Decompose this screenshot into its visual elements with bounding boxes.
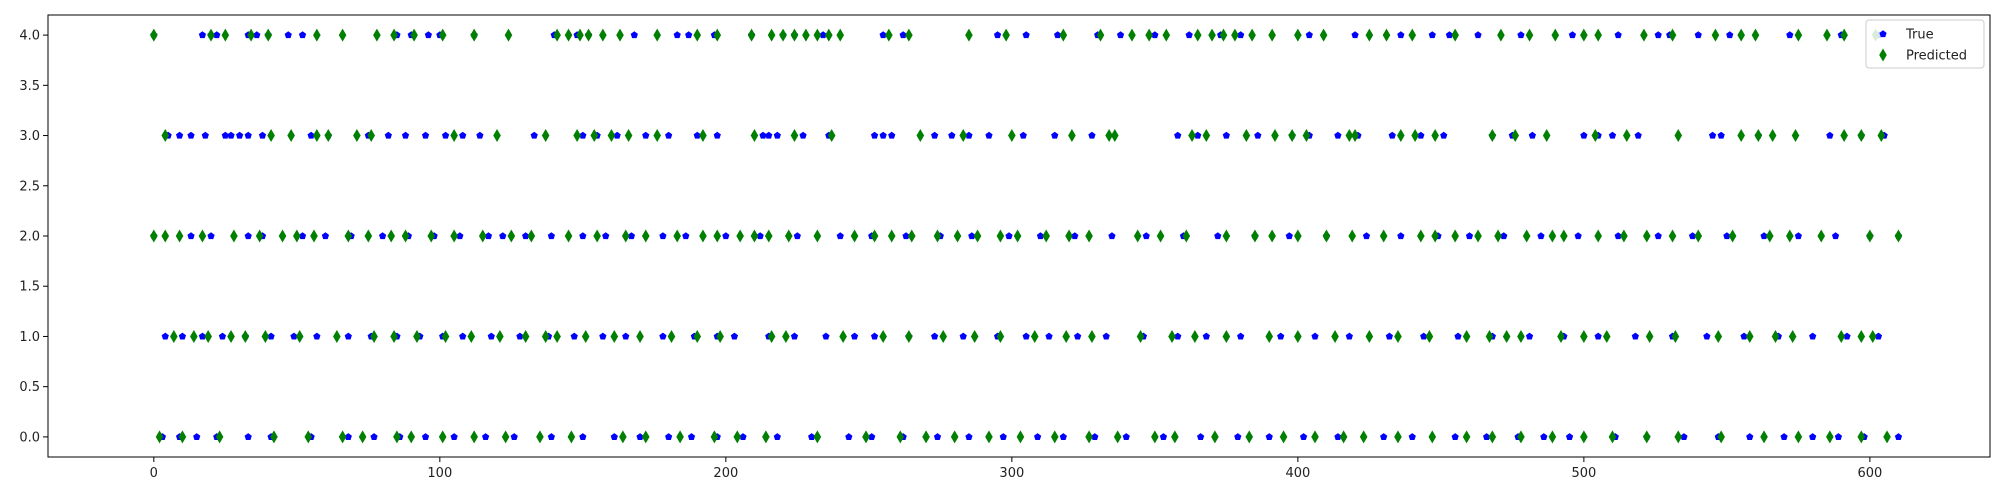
y-tick-label: 3.5 — [19, 78, 40, 94]
y-tick-label: 0.0 — [19, 430, 40, 446]
x-tick-label: 100 — [427, 466, 453, 481]
y-tick-label: 1.5 — [19, 279, 40, 295]
x-tick-label: 300 — [999, 466, 1025, 481]
x-tick-label: 400 — [1285, 466, 1311, 481]
y-tick-label: 2.5 — [19, 179, 40, 195]
x-tick-label: 200 — [713, 466, 739, 481]
legend — [1866, 20, 1984, 68]
legend-label: True — [1906, 27, 1934, 43]
y-tick-label: 1.0 — [19, 329, 40, 345]
legend-label: Predicted — [1906, 48, 1968, 64]
x-tick-label: 500 — [1571, 466, 1597, 481]
y-tick-label: 0.5 — [19, 380, 40, 396]
x-tick-label: 0 — [149, 466, 158, 481]
x-tick-label: 600 — [1857, 466, 1883, 481]
y-tick-label: 2.0 — [19, 229, 40, 245]
y-tick-label: 3.0 — [19, 129, 40, 145]
y-tick-label: 4.0 — [19, 28, 40, 44]
